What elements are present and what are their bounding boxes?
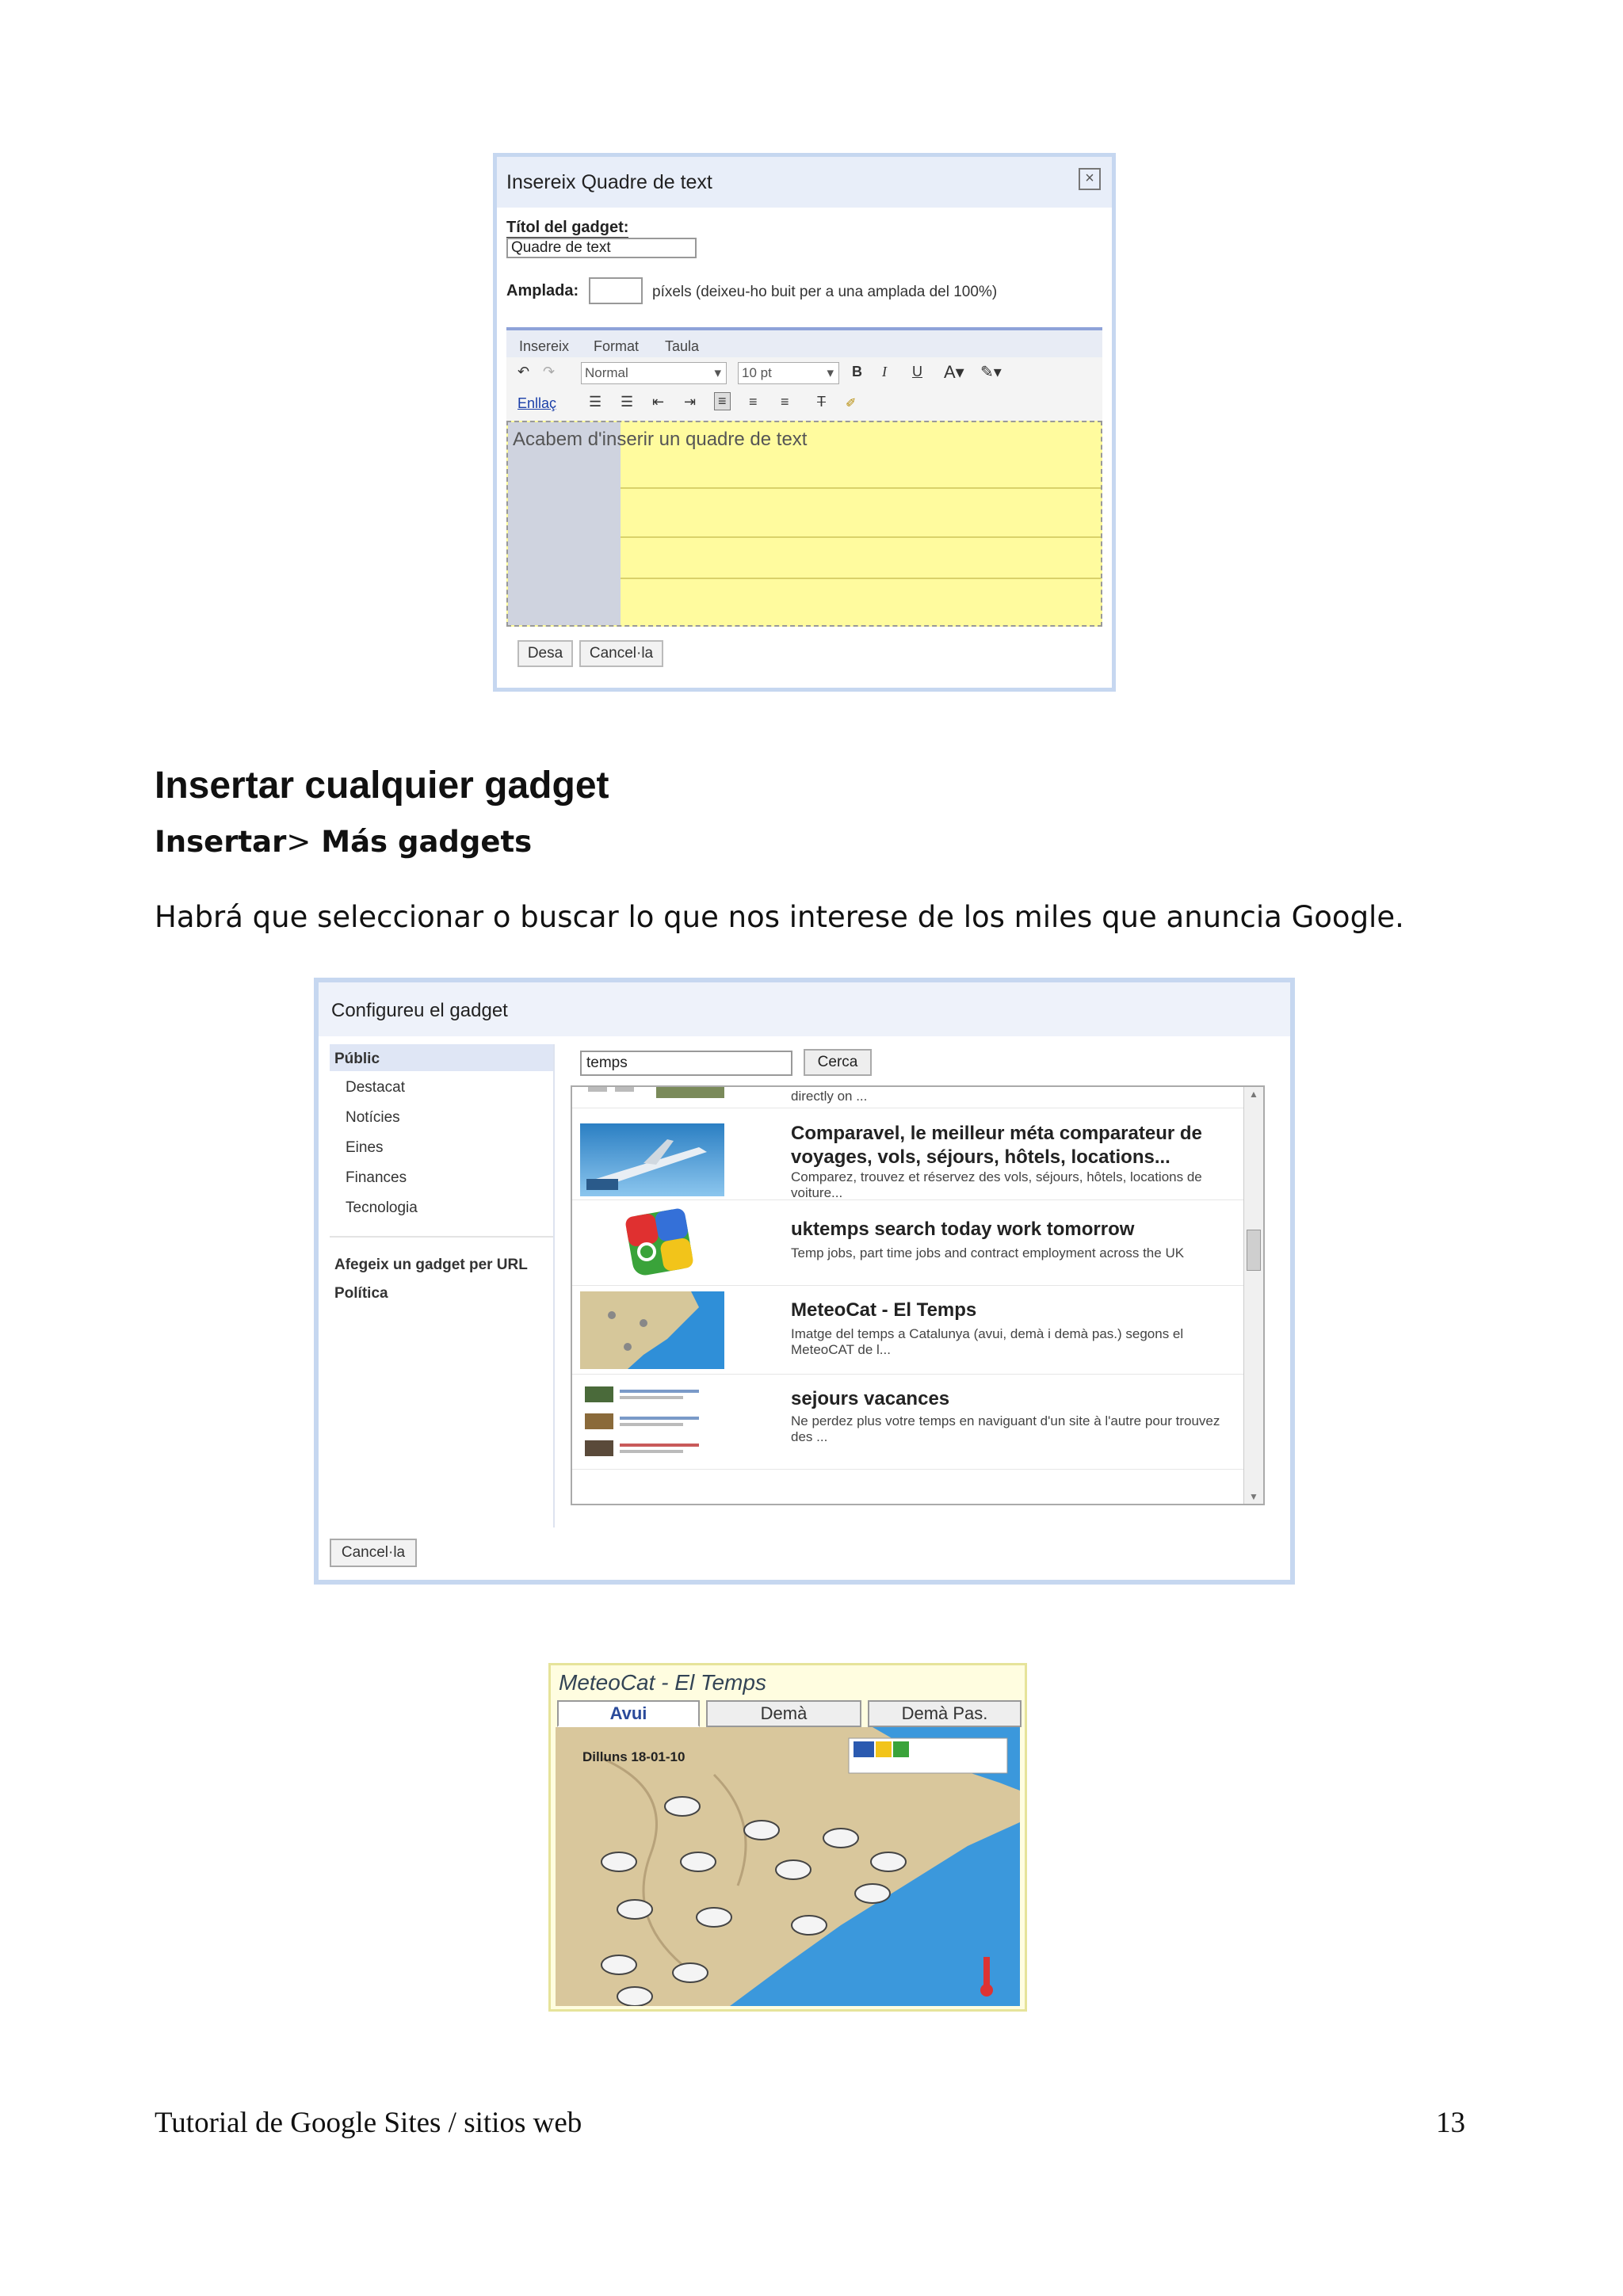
divider xyxy=(330,1236,553,1238)
bulleted-list-icon[interactable]: ☰ xyxy=(621,394,634,410)
add-gadget-by-url-link[interactable]: Afegeix un gadget per URL xyxy=(334,1257,528,1273)
tab-today[interactable]: Avui xyxy=(557,1700,700,1727)
editor-toolbar-row2 xyxy=(506,389,1102,421)
undo-icon[interactable]: ↶ xyxy=(517,364,530,379)
result-description: Comparez, trouvez et réservez des vols, séjours, hôtels, locations de voiture... xyxy=(791,1169,1202,1200)
sidebar-item-news[interactable]: Notícies xyxy=(346,1109,400,1126)
align-left-icon[interactable]: ≡ xyxy=(714,392,731,410)
menu-table[interactable]: Taula xyxy=(665,338,700,354)
dialog-title: Configureu el gadget xyxy=(331,1000,508,1021)
sidebar-item-label: Públic xyxy=(334,1051,380,1067)
style-select-value: Normal xyxy=(585,365,628,380)
text-color-icon[interactable]: A▾ xyxy=(944,362,964,382)
dialog-title-bar xyxy=(319,982,1290,1036)
gadget-results-list xyxy=(571,1085,1265,1505)
underline-icon[interactable]: U xyxy=(912,364,922,379)
footer-title: Tutorial de Google Sites / sitios web xyxy=(155,2107,582,2139)
tab-tomorrow[interactable]: Demà xyxy=(706,1700,861,1727)
sidebar-item-featured[interactable]: Destacat xyxy=(346,1079,405,1096)
list-item[interactable] xyxy=(572,1111,1246,1200)
content-gutter xyxy=(508,422,621,625)
align-center-icon[interactable]: ≡ xyxy=(749,394,758,410)
indent-more-icon[interactable]: ⇥ xyxy=(684,394,697,410)
numbered-list-icon[interactable]: ☰ xyxy=(589,394,602,410)
section-paragraph: Habrá que seleccionar o buscar lo que nos interese de los miles que anuncia Google. xyxy=(155,900,1404,934)
scrollbar-thumb[interactable] xyxy=(1247,1230,1261,1271)
bold-icon[interactable]: B xyxy=(852,364,862,379)
list-item[interactable] xyxy=(572,1087,1246,1108)
menu-path-second: Más gadgets xyxy=(311,825,533,859)
gadget-category-sidebar xyxy=(330,1044,555,1527)
travel-listing-thumbnail xyxy=(580,1382,724,1464)
search-button[interactable]: Cerca xyxy=(804,1049,872,1076)
gadget-thumbnail xyxy=(580,1085,724,1103)
section-heading: Insertar cualquier gadget xyxy=(155,765,609,807)
link-button[interactable]: Enllaç xyxy=(517,395,557,411)
editor-menu-bar xyxy=(506,327,1102,360)
chevron-down-icon: ▾ xyxy=(714,365,721,380)
result-description: Temp jobs, part time jobs and contract employment across the UK xyxy=(791,1245,1185,1261)
airplane-thumbnail xyxy=(580,1123,724,1196)
sidebar-item-finance[interactable]: Finances xyxy=(346,1169,407,1186)
scroll-up-icon[interactable]: ▲ xyxy=(1249,1089,1258,1100)
menu-insert[interactable]: Insereix xyxy=(519,338,570,354)
menu-path-first: Insertar xyxy=(155,825,287,859)
chevron-down-icon: ▾ xyxy=(827,365,834,380)
gadget-title-input[interactable]: Quadre de text xyxy=(506,238,697,258)
sidebar-item-public[interactable] xyxy=(330,1044,553,1071)
divider xyxy=(621,487,1101,489)
tab-day-after-tomorrow[interactable]: Demà Pas. xyxy=(868,1700,1022,1727)
save-button[interactable]: Desa xyxy=(517,640,573,667)
text-content-area[interactable] xyxy=(506,421,1102,627)
html-edit-icon[interactable]: ✐ xyxy=(846,397,857,410)
align-right-icon[interactable]: ≡ xyxy=(781,394,789,410)
meteocat-gadget xyxy=(548,1663,1027,2012)
list-item[interactable] xyxy=(572,1201,1246,1286)
menu-path-separator: > xyxy=(286,825,311,859)
uktemps-logo-thumbnail xyxy=(580,1206,724,1282)
cancel-button[interactable]: Cancel·la xyxy=(330,1539,417,1567)
list-item[interactable] xyxy=(572,1375,1246,1470)
insert-text-box-dialog xyxy=(493,153,1116,692)
policy-link[interactable]: Política xyxy=(334,1285,388,1302)
style-select[interactable] xyxy=(581,362,727,384)
redo-icon[interactable]: ↷ xyxy=(543,364,556,379)
scroll-down-icon[interactable]: ▼ xyxy=(1249,1491,1258,1502)
size-select[interactable] xyxy=(738,362,839,384)
catalonia-map-thumbnail xyxy=(580,1291,724,1369)
size-select-value: 10 pt xyxy=(742,365,772,380)
italic-icon[interactable]: I xyxy=(882,364,887,379)
content-text: Acabem d'inserir un quadre de text xyxy=(513,429,808,450)
width-hint: píxels (deixeu-ho buit per a una amplada del 100%) xyxy=(652,284,998,300)
clear-format-icon[interactable]: T xyxy=(817,394,826,410)
gadget-title: MeteoCat - El Temps xyxy=(559,1670,766,1695)
cancel-button[interactable]: Cancel·la xyxy=(579,640,663,667)
result-title[interactable]: MeteoCat - El Temps xyxy=(791,1299,977,1321)
divider xyxy=(621,536,1101,538)
rich-text-editor xyxy=(506,327,1102,627)
highlight-color-icon[interactable]: ✎▾ xyxy=(980,364,1002,381)
gadget-title-label: Títol del gadget: xyxy=(506,219,629,236)
result-description: Ne perdez plus votre temps en naviguant d'un site à l'autre pour trouvez des ... xyxy=(791,1413,1220,1444)
result-description: directly on ... xyxy=(791,1089,868,1104)
dialog-title-bar xyxy=(497,157,1112,208)
menu-path xyxy=(155,825,532,859)
forecast-date: Dilluns 18-01-10 xyxy=(582,1749,685,1764)
dialog-title: Insereix Quadre de text xyxy=(506,171,712,193)
result-description: Imatge del temps a Catalunya (avui, demà i demà pas.) segons el MeteoCAT de l... xyxy=(791,1326,1184,1357)
list-item[interactable] xyxy=(572,1287,1246,1375)
editor-toolbar-row1 xyxy=(506,357,1102,389)
results-scrollbar[interactable] xyxy=(1243,1087,1263,1504)
sidebar-item-technology[interactable]: Tecnologia xyxy=(346,1199,418,1216)
width-label: Amplada: xyxy=(506,282,579,299)
result-title[interactable]: uktemps search today work tomorrow xyxy=(791,1219,1135,1240)
page-number: 13 xyxy=(1436,2107,1465,2139)
result-title[interactable]: Comparavel, le meilleur méta comparateur de voyages, vols, séjours, hôtels, locations... xyxy=(791,1123,1202,1168)
indent-less-icon[interactable]: ⇤ xyxy=(652,394,665,410)
search-input[interactable]: temps xyxy=(580,1051,792,1076)
divider xyxy=(621,578,1101,579)
sidebar-item-tools[interactable]: Eines xyxy=(346,1139,384,1156)
configure-gadget-dialog xyxy=(314,978,1295,1585)
menu-format[interactable]: Format xyxy=(594,338,640,354)
close-icon[interactable]: × xyxy=(1079,168,1101,190)
weather-map xyxy=(556,1727,1020,2006)
width-input[interactable] xyxy=(589,277,643,304)
result-title[interactable]: sejours vacances xyxy=(791,1388,950,1409)
